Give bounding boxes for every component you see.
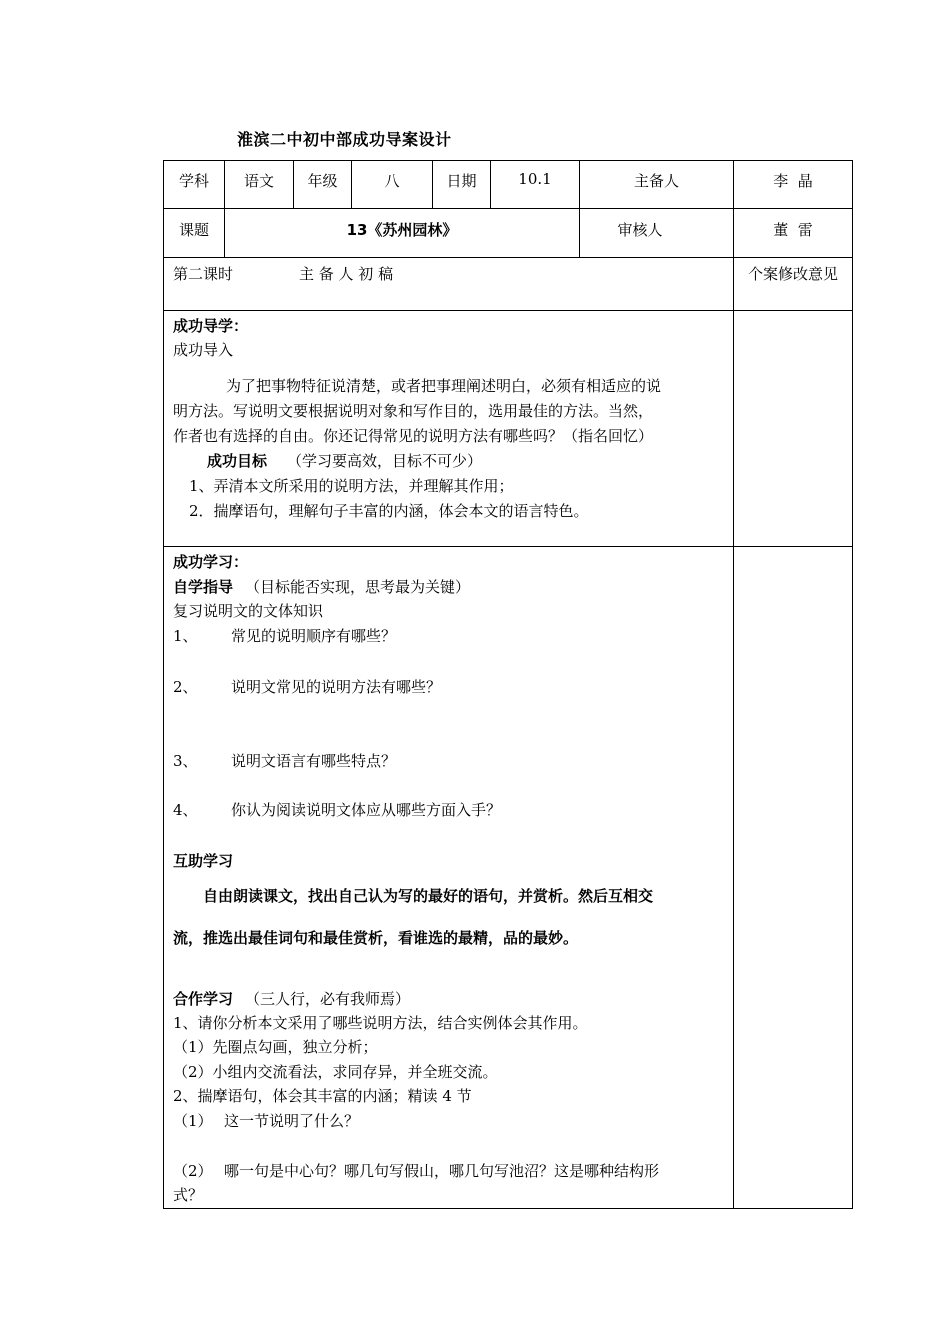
- guide-paragraph-line3: 作者也有选择的自由。你还记得常见的说明方法有哪些吗？（指名回忆）: [173, 427, 654, 445]
- coop-item-1b: （2）小组内交流看法，求同存异，并全班交流。: [173, 1063, 498, 1081]
- coop-item-number: （1）: [173, 1112, 213, 1130]
- topic-label: 课题: [178, 221, 209, 239]
- goal-item-1: 1、弄清本文所采用的说明方法，并理解其作用；: [189, 477, 514, 495]
- question-2: 说明文常见的说明方法有哪些？: [231, 678, 442, 696]
- preparer-value: 李 晶: [773, 172, 813, 190]
- study-heading: 成功学习：: [173, 553, 249, 571]
- guide-paragraph-line1: 为了把事物特征说清楚，或者把事理阐述明白，必须有相适应的说: [226, 377, 662, 395]
- lesson-label: 第二课时: [173, 265, 234, 283]
- mutual-study-title: 互助学习: [173, 852, 234, 870]
- goal-note: （学习要高效，目标不可少）: [287, 452, 483, 470]
- document-title: 淮滨二中初中部成功导案设计: [237, 130, 452, 149]
- question-number: 2、: [173, 678, 198, 696]
- subject-label: 学科: [178, 172, 209, 190]
- guide-intro-title: 成功导入: [173, 341, 234, 359]
- mutual-study-line2: 流，推选出最佳词句和最佳赏析，看谁选的最精，品的最妙。: [173, 929, 579, 947]
- question-number: 1、: [173, 627, 198, 645]
- coop-item-2a: 这一节说明了什么？: [224, 1112, 360, 1130]
- draft-label: 主 备 人 初 稿: [299, 265, 394, 283]
- review-line: 复习说明文的文体知识: [173, 602, 324, 620]
- question-4: 你认为阅读说明文体应从哪些方面入手？: [231, 801, 502, 819]
- guide-heading: 成功导学：: [173, 317, 249, 335]
- coop-item-1a: （1）先圈点勾画，独立分析；: [173, 1038, 378, 1056]
- topic-value: 13《苏州园林》: [346, 221, 458, 239]
- notes-column-label: 个案修改意见: [747, 265, 838, 283]
- grade-value: 八: [384, 172, 400, 190]
- coop-item-number: （2）: [173, 1162, 213, 1180]
- question-number: 4、: [173, 801, 198, 819]
- goal-title: 成功目标: [207, 452, 268, 470]
- coop-item-2b-line2: 式？: [173, 1186, 204, 1204]
- reviewer-value: 董 雷: [773, 221, 813, 239]
- grade-label: 年级: [307, 172, 338, 190]
- coop-study-note: （三人行，必有我师焉）: [245, 990, 411, 1008]
- self-study-title: 自学指导: [173, 578, 234, 596]
- date-label: 日期: [446, 172, 477, 190]
- self-study-note: （目标能否实现，思考最为关键）: [245, 578, 471, 596]
- coop-study-title: 合作学习: [173, 990, 234, 1008]
- question-3: 说明文语言有哪些特点？: [231, 752, 397, 770]
- guide-paragraph-line2: 明方法。写说明文要根据说明对象和写作目的，选用最佳的方法。当然，: [173, 402, 654, 420]
- reviewer-label: 审核人: [617, 221, 663, 239]
- preparer-label: 主备人: [633, 172, 679, 190]
- question-number: 3、: [173, 752, 198, 770]
- question-1: 常见的说明顺序有哪些？: [231, 627, 397, 645]
- mutual-study-line1: 自由朗读课文，找出自己认为写的最好的语句，并赏析。然后互相交: [203, 887, 654, 905]
- subject-value: 语文: [243, 172, 274, 190]
- coop-item-2: 2、揣摩语句，体会其丰富的内涵；精读 4 节: [173, 1087, 472, 1105]
- coop-item-2b-line1: 哪一句是中心句？哪几句写假山，哪几句写池沼？这是哪种结构形: [224, 1162, 660, 1180]
- goal-item-2: 2．揣摩语句，理解句子丰富的内涵，体会本文的语言特色。: [189, 502, 589, 520]
- date-value: 10.1: [518, 170, 552, 188]
- coop-item-1: 1、请你分析本文采用了哪些说明方法，结合实例体会其作用。: [173, 1014, 588, 1032]
